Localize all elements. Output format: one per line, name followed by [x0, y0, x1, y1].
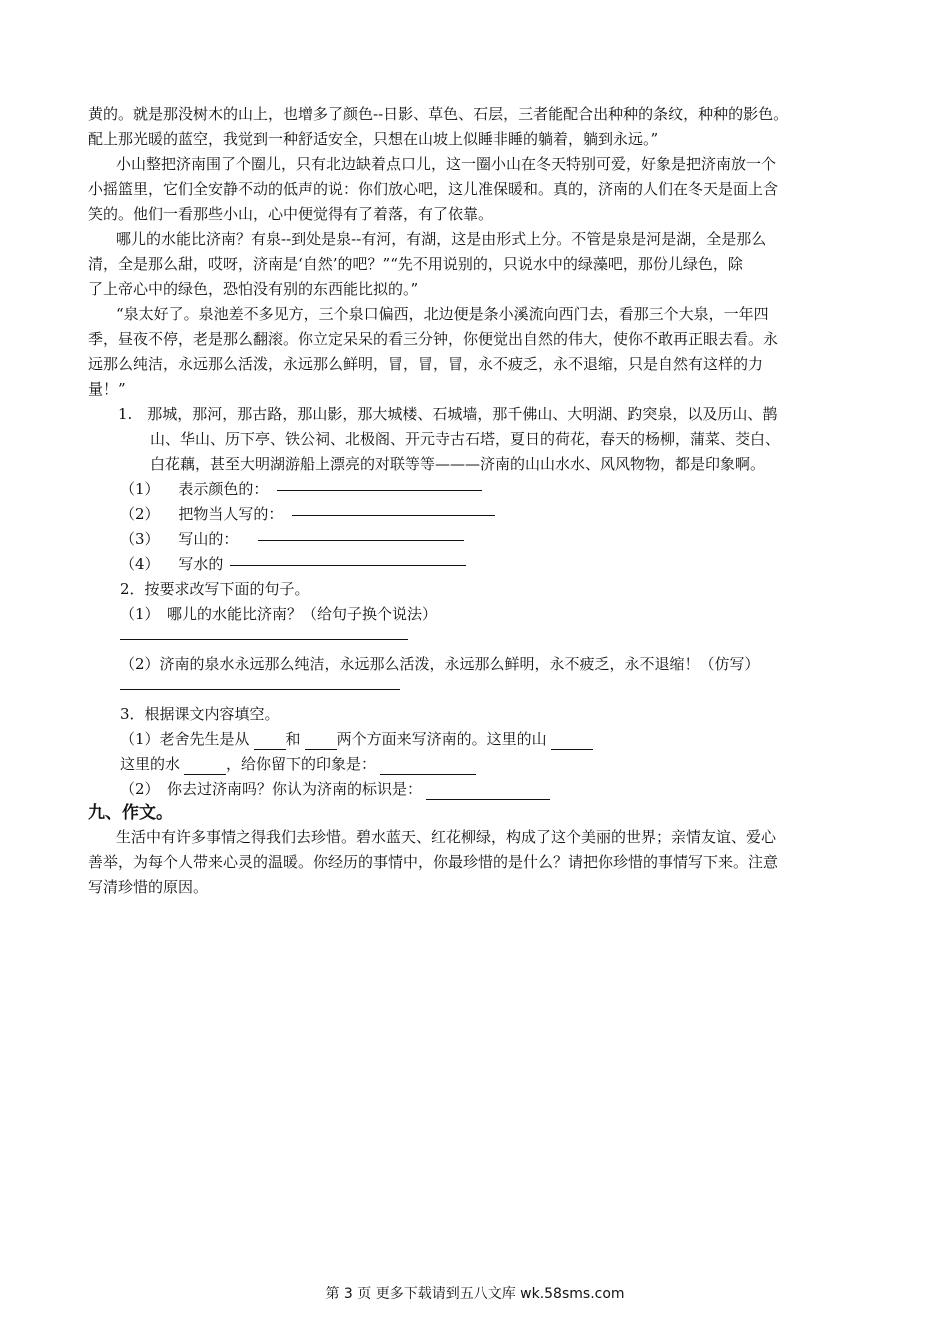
- item-number: （4）: [120, 555, 160, 573]
- passage-line: “泉太好了。泉池差不多见方，三个泉口偏西，北边便是条小溪流向西门去，看那三个大泉，一年四: [116, 305, 769, 323]
- answer-blank[interactable]: [380, 758, 476, 775]
- answer-blank[interactable]: [258, 539, 464, 541]
- passage-line: 哪儿的水能比济南？有泉--到处是泉--有河，有湖，这是由形式上分。不管是泉是河是湖，全是那么: [116, 230, 767, 248]
- question-1-item: [120, 503, 870, 525]
- essay-line: 写清珍惜的原因。: [88, 878, 209, 896]
- question-1-text: 山、华山、历下亭、铁公祠、北极阁、开元寺古石塔，夏日的荷花，春天的杨柳，蒲菜、茭白、: [150, 430, 781, 448]
- question-2-item: （1） 哪儿的水能比济南？（给句子换个说法）: [120, 605, 438, 623]
- section-heading: 九、作文。: [88, 803, 173, 823]
- question-3-item: 这里的水 ，给你留下的印象是：: [120, 753, 870, 775]
- passage-line: 了上帝心中的绿色，恐怕没有别的东西能比拟的。”: [88, 280, 419, 298]
- passage-line: 小山整把济南围了个圈儿，只有北边缺着点口儿，这一圈小山在冬天特别可爱，好象是把济南放一个: [116, 155, 777, 173]
- answer-blank[interactable]: [292, 514, 495, 516]
- essay-line: 生活中有许多事情之得我们去珍惜。碧水蓝天、红花柳绿，构成了这个美丽的世界；亲情友谊、爱心: [116, 828, 777, 846]
- question-2-item: （2）济南的泉水永远那么纯洁，永远那么活泼，永远那么鲜明，永不疲乏，永不退缩！（仿写）: [120, 655, 760, 673]
- item-number: （2）: [120, 505, 160, 523]
- item-label: 写山的：: [178, 530, 239, 548]
- passage-line: 小摇篮里，它们全安静不动的低声的说：你们放心吧，这儿准保暖和。真的，济南的人们在冬天是面上含: [88, 180, 779, 198]
- answer-blank[interactable]: [551, 733, 593, 750]
- passage-line: 配上那光暖的蓝空，我觉到一种舒适安全，只想在山坡上似睡非睡的躺着，躺到永远。”: [88, 130, 659, 148]
- item-label: 写水的: [178, 555, 224, 573]
- answer-blank[interactable]: [426, 783, 550, 800]
- question-1-text: 1. 那城，那河，那古路，那山影，那大城楼、石城墙，那千佛山、大明湖、趵突泉，以及历山、鹊: [118, 405, 778, 423]
- question-2-title: 2．按要求改写下面的句子。: [120, 580, 310, 598]
- passage-line: 量！”: [88, 380, 126, 398]
- answer-blank[interactable]: [184, 758, 226, 775]
- page-footer: 第 3 页 更多下载请到五八文库 wk.58sms.com: [325, 1286, 625, 1302]
- answer-blank[interactable]: [120, 688, 400, 690]
- question-1-text: 白花藕，甚至大明湖游船上漂亮的对联等等———济南的山山水水、风风物物，都是印象啊。: [150, 455, 766, 473]
- passage-line: 远那么纯洁，永远那么活泼，永远那么鲜明，冒，冒，冒，永不疲乏，永不退缩，只是自然有这样的力: [88, 355, 764, 373]
- essay-line: 善举，为每个人带来心灵的温暖。你经历的事情中，你最珍惜的是什么？请把你珍惜的事情写下来。注意: [88, 853, 779, 871]
- question-3-title: 3．根据课文内容填空。: [120, 705, 280, 723]
- item-number: （3）: [120, 530, 160, 548]
- answer-blank[interactable]: [277, 489, 482, 491]
- item-label: 把物当人写的：: [178, 505, 284, 523]
- question-3-item: （2） 你去过济南吗？你认为济南的标识是：: [120, 778, 870, 800]
- item-label: 表示颜色的：: [178, 480, 269, 498]
- question-3-item: （1）老舍先生是从 和 两个方面来写济南的。这里的山: [120, 728, 870, 750]
- passage-line: 季，昼夜不停，老是那么翻滚。你立定呆呆的看三分钟，你便觉出自然的伟大，使你不敢再正眼去看。永: [88, 330, 779, 348]
- question-1-item: [120, 528, 870, 550]
- item-number: （1）: [120, 480, 160, 498]
- answer-blank[interactable]: [305, 733, 337, 750]
- question-1-item: [120, 478, 870, 500]
- passage-line: 笑的。他们一看那些小山，心中便觉得有了着落，有了依靠。: [88, 205, 494, 223]
- answer-blank[interactable]: [230, 564, 466, 566]
- answer-blank[interactable]: [120, 638, 408, 640]
- answer-blank[interactable]: [254, 733, 286, 750]
- passage-line: 清，全是那么甜，哎呀，济南是‘自然’的吧？”“先不用说别的，只说水中的绿藻吧，那份儿绿色，除: [88, 255, 743, 273]
- passage-line: 黄的。就是那没树木的山上，也增多了颜色--日影、草色、石层，三者能配合出种种的条纹，种种的影色。: [88, 105, 789, 123]
